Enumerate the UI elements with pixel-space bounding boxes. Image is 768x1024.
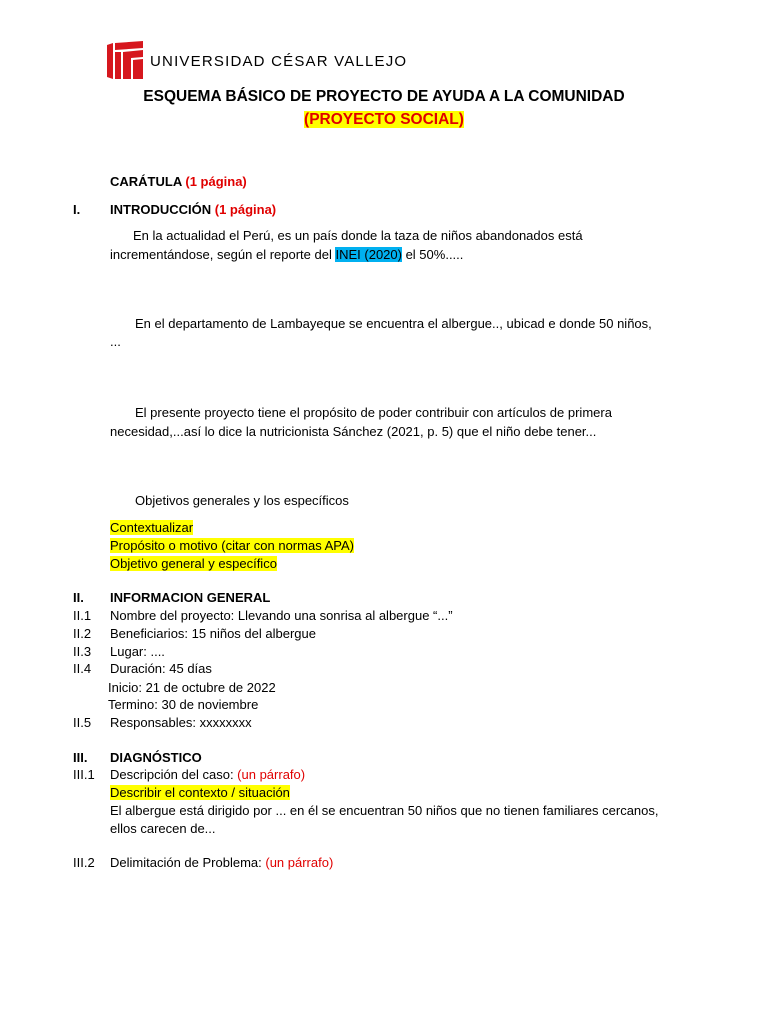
- start-date: Inicio: 21 de octubre de 2022: [108, 680, 276, 695]
- highlight-item-proposito: Propósito o motivo (citar con normas APA): [110, 538, 354, 553]
- intro-paragraph-3-line-2: necesidad,...así lo dice la nutricionista Sánchez (2021, p. 5) que el niño debe tener...: [110, 424, 597, 439]
- item-3-1-line-1: El albergue está dirigido por ... en él se encuentran 50 niños que no tienen familiares cercanos,: [110, 803, 659, 818]
- intro-paragraph-1-line-1: En la actualidad el Perú, es un país donde la taza de niños abandonados está: [133, 228, 583, 243]
- item-2-2-number: II.2: [73, 626, 92, 641]
- inei-citation: INEI (2020): [335, 247, 402, 262]
- intro-paragraph-3-line-1: El presente proyecto tiene el propósito de poder contribuir con artículos de primera: [135, 405, 612, 420]
- intro-paragraph-1-line-2: incrementándose, según el reporte del INEI (2020) el 50%.....: [110, 247, 464, 262]
- item-2-2-text: Beneficiarios: 15 niños del albergue: [110, 626, 316, 641]
- intro-paragraph-2-line-1: En el departamento de Lambayeque se encuentra el albergue.., ubicad e donde 50 niños,: [135, 316, 652, 331]
- item-2-4-number: II.4: [73, 661, 92, 676]
- section-1-heading: INTRODUCCIÓN (1 página): [110, 202, 277, 217]
- university-logo-icon: [107, 41, 143, 81]
- item-2-3-text: Lugar: ....: [110, 644, 165, 659]
- item-3-1-highlight: Describir el contexto / situación: [110, 785, 290, 800]
- item-3-2-heading: Delimitación de Problema: (un párrafo): [110, 855, 334, 870]
- item-2-1-number: II.1: [73, 608, 92, 623]
- item-3-2-number: III.2: [73, 855, 95, 870]
- highlight-item-contextualizar: Contextualizar: [110, 520, 194, 535]
- item-2-5-text: Responsables: xxxxxxxx: [110, 715, 252, 730]
- item-3-1-heading: Descripción del caso: (un párrafo): [110, 767, 306, 782]
- end-date: Termino: 30 de noviembre: [108, 697, 259, 712]
- document-subtitle: [0, 111, 768, 129]
- section-2-heading: INFORMACION GENERAL: [110, 590, 271, 605]
- item-2-5-number: II.5: [73, 715, 92, 730]
- objectives-line: Objetivos generales y los específicos: [135, 493, 349, 508]
- section-3-number: III.: [73, 750, 88, 765]
- item-3-1-line-2: ellos carecen de...: [110, 821, 216, 836]
- section-2-number: II.: [73, 590, 84, 605]
- section-3-heading: DIAGNÓSTICO: [110, 750, 202, 765]
- item-3-1-number: III.1: [73, 767, 95, 782]
- subtitle-text: (PROYECTO SOCIAL): [304, 111, 464, 128]
- highlight-item-objetivo: Objetivo general y específico: [110, 556, 277, 571]
- item-2-4-text: Duración: 45 días: [110, 661, 212, 676]
- caratula-heading: CARÁTULA (1 página): [110, 174, 247, 189]
- university-name: UNIVERSIDAD CÉSAR VALLEJO: [150, 53, 408, 70]
- document-title: ESQUEMA BÁSICO DE PROYECTO DE AYUDA A LA COMUNIDAD: [143, 88, 625, 105]
- section-1-number: I.: [73, 202, 81, 217]
- item-2-1-text: Nombre del proyecto: Llevando una sonrisa al albergue “...”: [110, 608, 453, 623]
- item-2-3-number: II.3: [73, 644, 92, 659]
- intro-paragraph-2-line-2: ...: [110, 334, 121, 349]
